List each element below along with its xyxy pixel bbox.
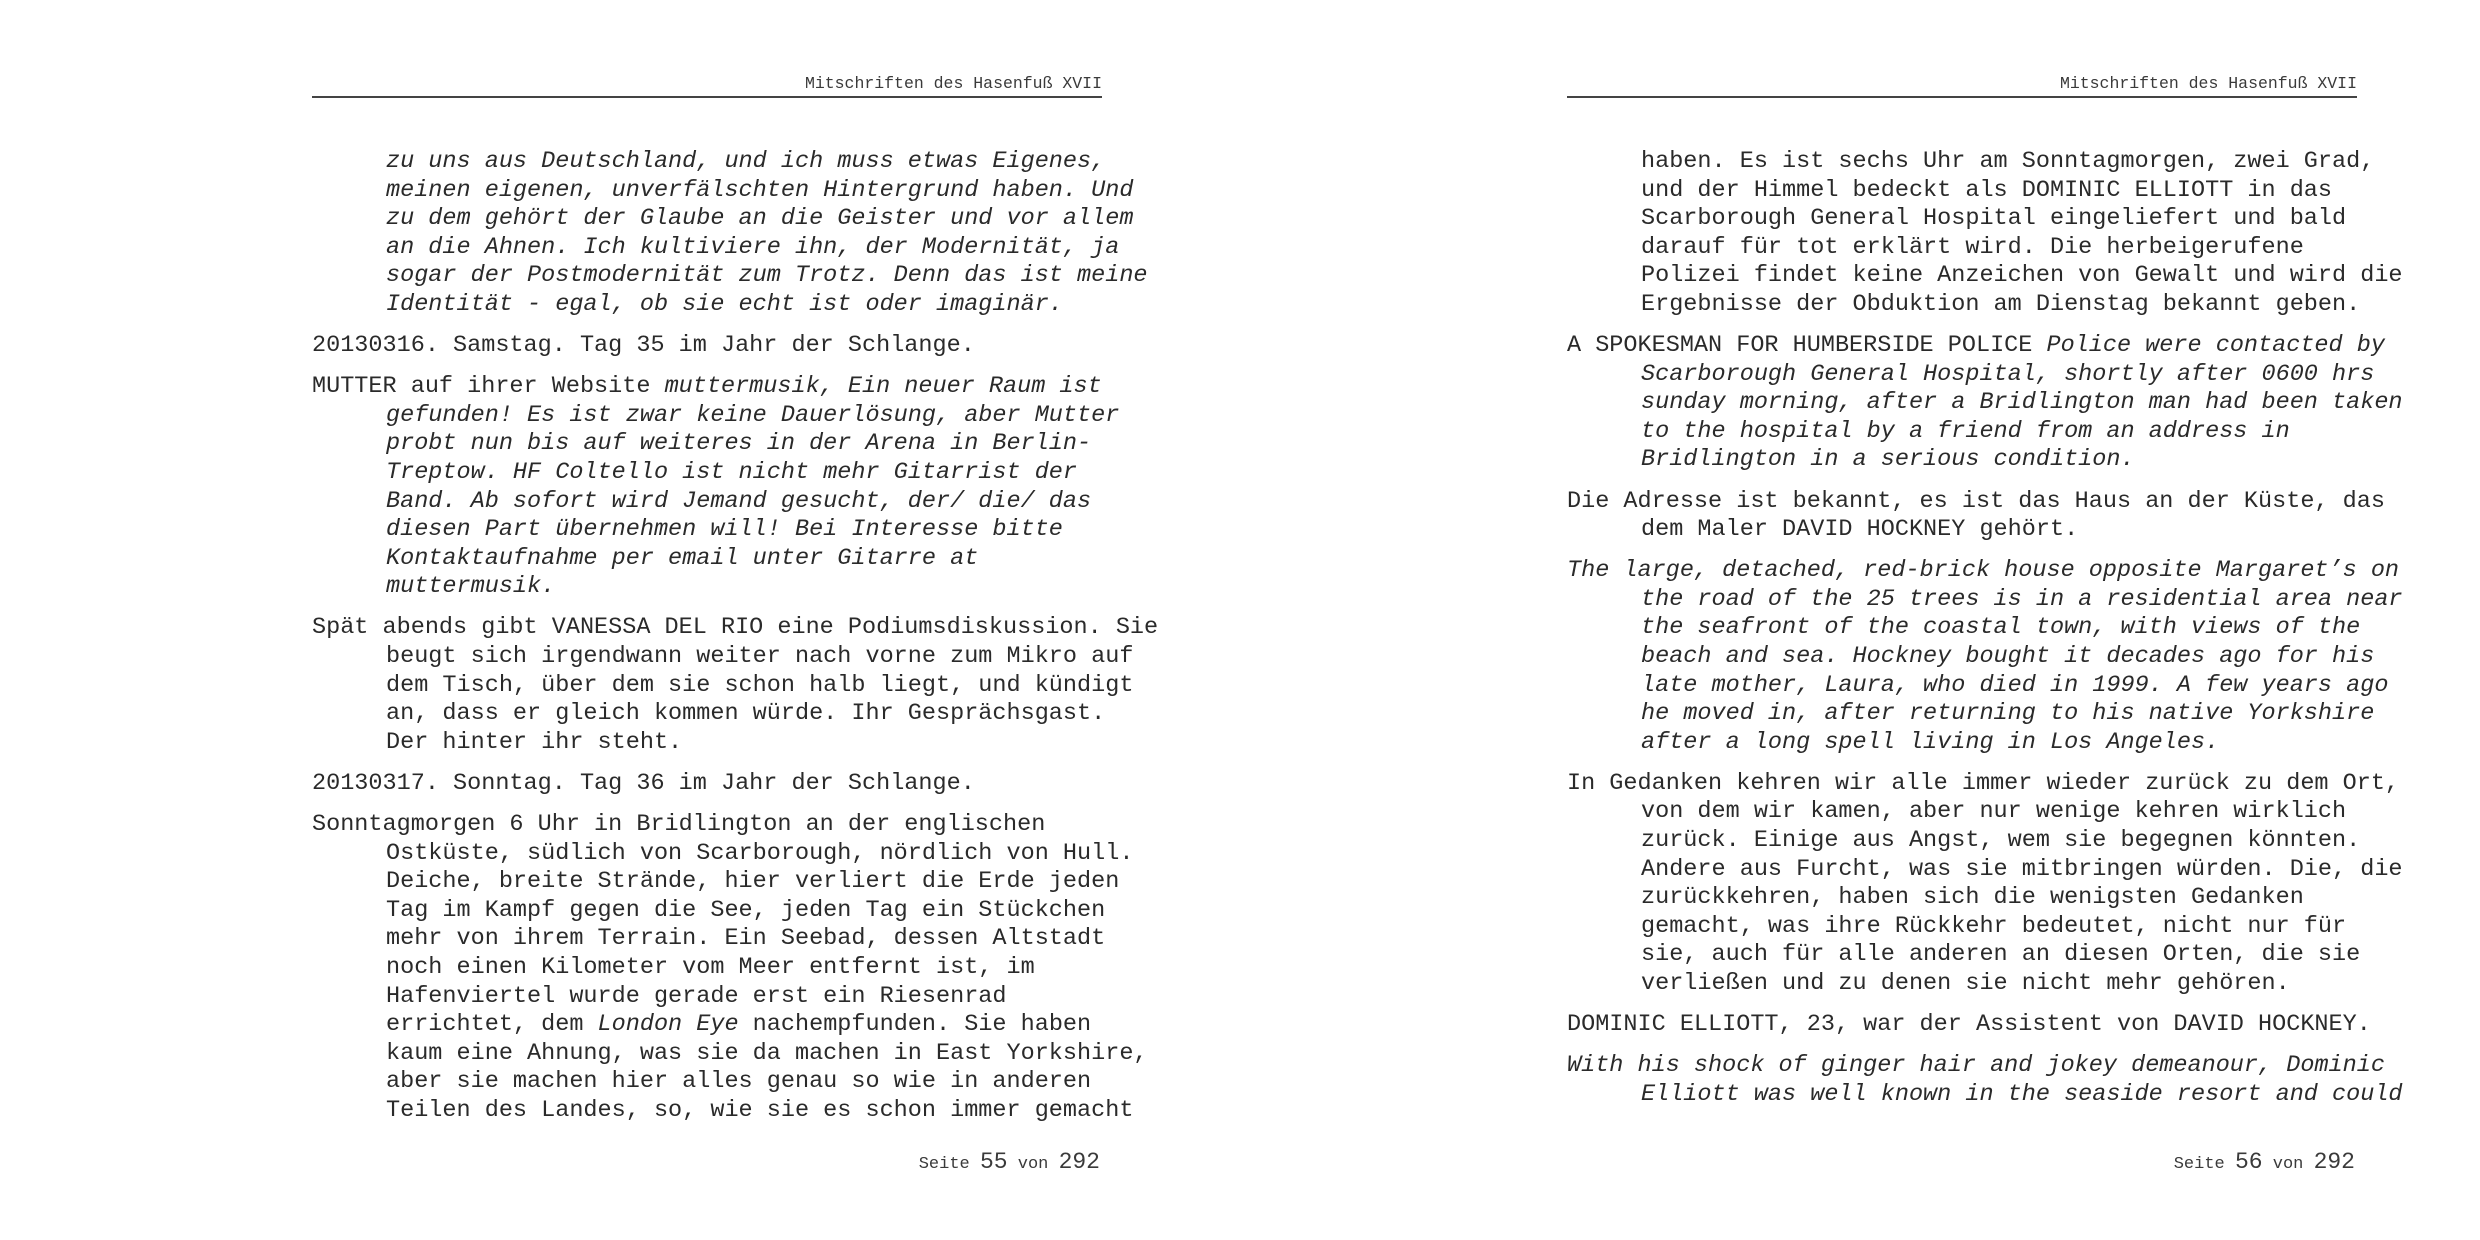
text-line [312,954,1102,983]
text-line [1567,855,2403,885]
text-line [1567,487,2385,517]
text-line [312,176,1134,206]
italic-text: Kontaktaufnahme per email unter Gitarre at [386,544,979,572]
text-segment: Sonntagmorgen 6 Uhr in Bridlington an der englischen [312,810,1046,838]
text-line [312,983,1102,1012]
text-line [1567,614,2361,643]
text-segment: Die Adresse ist bekannt, es ist das Haus an der Küste, das [1567,487,2385,515]
text-segment: gemacht, was ihre Rückkehr bedeutet, nicht nur für [1641,912,2347,940]
page-footer-label: Seite [2173,1155,2225,1174]
text-segment: und der Himmel bedeckt als DOMINIC ELLIOTT in das [1641,176,2333,204]
italic-text: zu dem gehört der Glaube an die Geister und vor allem [386,205,1134,233]
text-line [312,262,1148,291]
text-line [1567,700,2375,729]
text-segment: zurückkehren, haben sich die wenigsten Gedanken [1641,884,2304,912]
text-line [1567,389,2403,418]
text-line [312,233,1120,263]
text-segment: zurück. Einige aus Angst, wem sie begegnen könnten. [1641,827,2361,855]
text-line [1567,418,2357,447]
text-line [1567,332,2385,361]
page-total: 292 [2313,1149,2355,1175]
text-segment: Ergebnisse der Obduktion am Dienstag bekannt geben. [1641,290,2361,318]
text-segment: nachempfunden. Sie haben [738,1011,1092,1039]
text-line [312,643,1134,672]
text-segment: DOMINIC ELLIOTT, 23, war der Assistent von DAVID HOCKNEY. [1567,1011,2371,1039]
text-line [312,205,1134,234]
italic-text: diesen Part übernehmen will! Bei Interesse bitte [386,516,1063,544]
text-line [1567,913,2357,942]
page-body [312,148,1159,1138]
page-number: 55 [979,1149,1008,1175]
italic-text: sunday morning, after a Bridlington man had been taken [1641,389,2403,417]
text-line [1567,446,2357,475]
text-line [312,1096,1134,1126]
italic-text: late mother, Laura, who died in 1999. A few years ago [1641,671,2389,699]
text-line [312,1039,1148,1069]
italic-text: beach and sea. Hockney bought it decades ago for his [1641,643,2375,670]
text-line [312,488,1102,517]
text-segment: Andere aus Furcht, was sie mitbringen würden. Die, die [1641,855,2403,883]
text-segment: 20130317. Sonntag. Tag 36 im Jahr der Schlange. [312,769,975,797]
page-footer [2174,1149,2355,1175]
paragraph [312,614,1159,757]
text-segment: Scarborough General Hospital eingeliefert und bald [1641,205,2347,233]
text-line [1567,1052,2385,1081]
italic-text: Band. Ab sofort wird Jemand gesucht, der/ die/ das [386,487,1092,515]
text-line [312,459,1102,488]
header-rule [312,96,1102,98]
paragraph [312,770,1102,799]
italic-text: an die Ahnen. Ich kultiviere ihn, der Modernität, ja [386,233,1120,261]
paragraph [1567,1052,2403,1109]
text-line [1567,557,2400,586]
text-line [1567,884,2357,913]
italic-text: Bridlington in a serious condition. [1641,446,2135,474]
text-segment: noch einen Kilometer vom Meer entfernt ist, im [386,953,1035,981]
text-line [312,332,1102,361]
text-line [312,430,1102,459]
page-number: 56 [2234,1149,2263,1175]
italic-text: the road of the 25 trees is in a residential area near [1641,585,2403,613]
text-line [312,925,1106,954]
italic-text: zu uns aus Deutschland, und ich muss etwas Eigenes, [386,148,1106,175]
italic-text: after a long spell living in Los Angeles. [1641,728,2220,756]
text-line [1567,827,2361,856]
text-line [312,700,1106,729]
text-line [1567,643,2375,672]
text-segment: dem Maler DAVID HOCKNEY gehört. [1641,516,2079,544]
paragraph [1567,1011,2371,1040]
paragraph [312,332,1102,361]
text-segment: Tag im Kampf gegen die See, jeden Tag ein Stückchen [386,896,1106,924]
text-line [1567,585,2403,615]
running-header: Mitschriften des Hasenfuß XVII [804,74,1102,93]
text-line [1567,769,2400,799]
italic-text: The large, detached, red-brick house opposite Margaret’s on [1567,557,2400,585]
page-footer [919,1149,1100,1175]
text-line [1567,177,2357,206]
text-line [312,868,1120,897]
italic-text: Police were contacted by [2046,332,2385,360]
italic-text: London Eye [597,1011,739,1039]
paragraph [1567,332,2403,475]
text-segment: sie, auch für alle anderen an diesen Orten, die sie [1641,941,2361,969]
text-line [312,811,1102,840]
text-line [312,545,1102,574]
text-segment: Spät abends gibt VANESSA DEL RIO eine Podiumsdiskussion. Sie [312,614,1159,642]
text-line [1567,290,2361,320]
text-segment: 20130316. Samstag. Tag 35 im Jahr der Schlange. [312,332,975,360]
text-line [1567,205,2357,234]
text-segment: errichtet, dem [386,1011,598,1039]
italic-text: muttermusik, Ein neuer Raum ist [664,373,1102,401]
text-line [1567,360,2375,390]
text-line [312,148,1106,177]
italic-text: meinen eigenen, unverfälschten Hintergrund haben. Und [386,176,1134,204]
text-line [1567,148,2375,177]
text-line [1567,262,2403,291]
left-page [312,0,1159,1240]
page-body [1567,148,2403,1122]
text-line [312,516,1102,545]
text-line [1567,671,2389,701]
text-segment: haben. Es ist sechs Uhr am Sonntagmorgen, zwei Grad, [1641,148,2375,175]
text-line [1567,970,2357,999]
paragraph [1567,487,2385,545]
text-line [1567,1080,2403,1110]
italic-text: to the hospital by a friend from an address in [1641,417,2290,445]
paragraph [1567,557,2403,757]
text-line [312,1068,1102,1097]
text-segment: Polizei findet keine Anzeichen von Gewalt und wird die [1641,262,2403,290]
text-line [1567,941,2361,970]
text-line [312,671,1134,701]
italic-text: sogar der Postmodernität zum Trotz. Denn das ist meine [386,262,1148,290]
text-segment: Teilen des Landes, so, wie sie es schon immer gemacht [386,1096,1134,1124]
page-footer-of-label: von [2272,1155,2304,1174]
text-line [312,573,1102,602]
text-line [312,770,1102,799]
text-line [1567,516,2357,545]
italic-text: muttermusik. [386,573,556,601]
page-total: 292 [1058,1149,1100,1175]
paragraph [1567,148,2403,320]
text-segment: dem Tisch, über dem sie schon halb liegt, und kündigt [386,671,1134,699]
text-line [1567,729,2357,758]
paragraph [312,810,1148,1126]
text-segment: Ostküste, südlich von Scarborough, nördlich von Hull. [386,839,1134,867]
text-line [312,291,1102,320]
text-segment: verließen und zu denen sie nicht mehr gehören. [1641,970,2290,998]
italic-text: the seafront of the coastal town, with views of the [1641,614,2361,642]
italic-text: Identität - egal, ob sie echt ist oder imaginär. [386,290,1063,318]
italic-text: Elliott was well known in the seaside resort and could [1641,1080,2403,1108]
page-footer-label: Seite [918,1155,970,1174]
text-segment: Hafenviertel wurde gerade erst ein Riesenrad [386,982,1007,1010]
text-segment: A SPOKESMAN FOR HUMBERSIDE POLICE [1567,332,2047,360]
italic-text: With his shock of ginger hair and jokey demeanour, Dominic [1567,1052,2385,1080]
text-line [312,839,1134,869]
text-segment: In Gedanken kehren wir alle immer wieder zurück zu dem Ort, [1567,769,2400,797]
text-line [312,729,1102,758]
text-segment: MUTTER auf ihrer Website [312,373,665,401]
text-line [312,401,1120,431]
italic-text: he moved in, after returning to his native Yorkshire [1641,700,2375,728]
italic-text: Treptow. HF Coltello ist nicht mehr Gitarrist der [386,458,1078,486]
text-segment: Der hinter ihr steht. [386,728,683,756]
header-rule [1567,96,2357,98]
text-segment: von dem wir kamen, aber nur wenige kehren wirklich [1641,798,2347,826]
running-header: Mitschriften des Hasenfuß XVII [2059,74,2357,93]
paragraph [312,373,1120,602]
text-segment: aber sie machen hier alles genau so wie in anderen [386,1068,1092,1096]
text-line [1567,1011,2371,1040]
text-segment: Deiche, breite Strände, hier verliert die Erde jeden [386,868,1120,896]
italic-text: probt nun bis auf weiteres in der Arena in Berlin- [386,430,1092,458]
text-line [312,1011,1102,1040]
text-line [312,614,1159,643]
text-segment: kaum eine Ahnung, was sie da machen in East Yorkshire, [386,1039,1148,1067]
text-line [1567,234,2357,263]
text-line [312,896,1106,926]
text-line [312,373,1102,402]
italic-text: Scarborough General Hospital, shortly after 0600 hrs [1641,360,2375,388]
page-footer-of-label: von [1017,1155,1049,1174]
text-line [1567,798,2357,827]
text-segment: beugt sich irgendwann weiter nach vorne zum Mikro auf [386,643,1134,670]
paragraph [312,148,1148,320]
paragraph [1567,769,2403,999]
right-page [1567,0,2403,1240]
text-segment: an, dass er gleich kommen würde. Ihr Gesprächsgast. [386,700,1106,728]
text-segment: darauf für tot erklärt wird. Die herbeigerufene [1641,233,2304,261]
italic-text: gefunden! Es ist zwar keine Dauerlösung, aber Mutter [386,401,1120,429]
text-segment: mehr von ihrem Terrain. Ein Seebad, dessen Altstadt [386,925,1106,953]
